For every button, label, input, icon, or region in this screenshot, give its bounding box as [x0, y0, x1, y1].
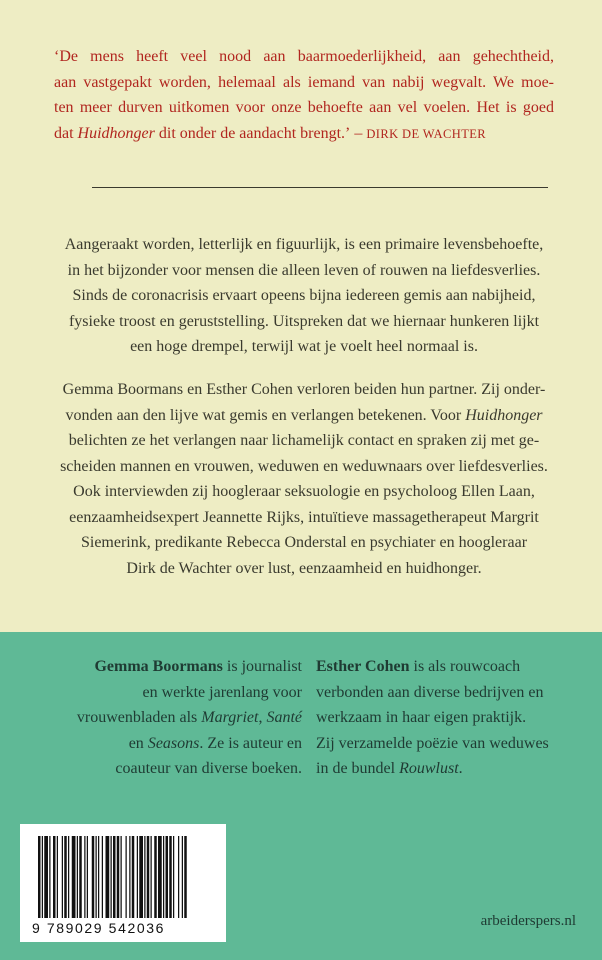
blurb-line: scheiden mannen en vrouwen, weduwen en weduwnaars over liefdesverlies.: [60, 457, 548, 475]
magazine-title: Margriet: [201, 709, 259, 726]
bio-line: [316, 756, 576, 782]
quote-attribution: DIRK DE WACHTER: [366, 126, 487, 141]
bio-text: in de bundel: [316, 760, 400, 777]
author-name: Gemma Boormans: [94, 658, 223, 675]
barcode-bar: [178, 836, 179, 918]
quote-dash: –: [354, 124, 363, 142]
barcode-bar: [77, 836, 78, 918]
blurb-line: eenzaamheidsexpert Jeannette Rijks, intuïtieve massagetherapeut Margrit: [69, 508, 539, 526]
bio-text: vrouwenbladen als: [76, 709, 202, 726]
bio-text: .: [458, 760, 463, 777]
bio-text: en: [128, 734, 148, 752]
bio-line: verbonden aan diverse bedrijven en: [316, 683, 544, 701]
magazine-title: Santé: [266, 709, 302, 726]
barcode-bar: [62, 836, 63, 918]
barcode-bar: [154, 836, 157, 918]
barcode-bar: [98, 836, 99, 918]
bio-line: [316, 654, 576, 680]
barcode-bar: [169, 836, 172, 918]
blurb-book-title: Huidhonger: [465, 406, 543, 424]
barcode-bar: [53, 836, 56, 918]
bio-line: en werkte jarenlang voor: [142, 683, 302, 701]
barcode-icon: [38, 836, 188, 918]
blurb-text: vonden aan den lijve wat gemis en verlangen betekenen. Voor: [65, 406, 466, 424]
bio-text: is als rouwcoach: [409, 658, 521, 675]
blurb-line: in het bijzonder voor mensen die alleen leven of rouwen na liefdesverlies.: [67, 261, 541, 279]
quote-text: dit onder de aandacht brengt.’: [154, 124, 351, 142]
blurb-line: een hoge drempel, terwijl wat je voelt heel normaal is.: [130, 338, 478, 355]
barcode-bar: [38, 836, 41, 918]
author-bio-esther: [316, 654, 576, 782]
blurb-line: Aangeraakt worden, letterlijk en figuurlijk, is een primaire levensbehoefte,: [64, 236, 544, 253]
barcode-bar: [139, 836, 143, 918]
quote-line: ‘De mens heeft veel nood aan baarmoederlijkheid, aan gehechtheid,: [54, 48, 554, 65]
bio-line: Zij verzamelde poëzie van weduwes: [316, 734, 549, 752]
quote-line-last: [54, 121, 554, 148]
blurb-line: Siemerink, predikante Rebecca Onderstal en psychiater en hoogleraar: [80, 534, 528, 551]
endorsement-quote: [54, 44, 554, 147]
quote-text: dat: [54, 124, 78, 142]
divider-line: [92, 187, 548, 188]
magazine-title: Seasons: [147, 734, 200, 752]
barcode-bar: [166, 836, 169, 918]
author-bio-gemma: [54, 654, 302, 782]
barcode-bar: [117, 836, 120, 918]
barcode-bar: [106, 836, 110, 918]
bio-text: ,: [258, 709, 267, 726]
barcode-bar: [126, 836, 127, 918]
publisher-url: arbeiderspers.nl: [480, 913, 576, 929]
bio-text: . Ze is auteur en: [199, 734, 302, 752]
barcode-bar: [129, 836, 130, 918]
barcode-bar: [68, 836, 69, 918]
blurb-paragraph-2: [54, 377, 554, 581]
quote-line: aan vastgepakt worden, helemaal als iemand van nabij wegvalt. We moe-: [54, 73, 554, 91]
barcode-bar: [113, 836, 116, 918]
barcode-bar: [173, 836, 174, 918]
barcode-bar: [102, 836, 103, 918]
barcode-bar: [92, 836, 95, 918]
barcode-bar: [84, 836, 85, 918]
blurb-line: Ook interviewden zij hoogleraar seksuologie en psycholoog Ellen Laan,: [73, 483, 535, 500]
blurb-line: [54, 403, 554, 429]
barcode-bar: [44, 836, 48, 918]
blurb-line: Dirk de Wachter over lust, eenzaamheid en huidhonger.: [126, 559, 482, 577]
bio-line: [54, 731, 302, 757]
barcode-bar: [96, 836, 97, 918]
bio-text: is journalist: [222, 658, 302, 675]
author-name: Esther Cohen: [316, 658, 410, 675]
bio-line: werkzaam in haar eigen praktijk.: [316, 709, 527, 726]
barcode-bar: [72, 836, 76, 918]
barcode-bar: [57, 836, 58, 918]
barcode-bar: [147, 836, 150, 918]
quote-book-title: Huidhonger: [77, 124, 155, 142]
barcode-bar: [42, 836, 43, 918]
barcode-bar: [151, 836, 152, 918]
barcode-bar: [121, 836, 122, 918]
barcode-bar: [163, 836, 164, 918]
barcode-bar: [79, 836, 82, 918]
bio-line: coauteur van diverse boeken.: [115, 760, 302, 777]
barcode-bar: [184, 836, 187, 918]
blurb-line: fysieke troost en geruststelling. Uitspreken dat we hiernaar hunkeren lijkt: [68, 312, 540, 330]
barcode-bar: [111, 836, 112, 918]
barcode-bar: [158, 836, 162, 918]
bio-line: [54, 654, 302, 680]
blurb-line: belichten ze het verlangen naar lichamelijk contact en spraken zij met ge-: [68, 432, 540, 449]
quote-line: ten meer durven uitkomen voor onze behoefte aan vel voelen. Het is goed: [54, 99, 554, 116]
barcode-bar: [137, 836, 138, 918]
barcode-bar: [49, 836, 50, 918]
blurb-line: Sinds de coronacrisis ervaart opeens bijna iedereen gemis aan nabijheid,: [72, 287, 536, 304]
isbn-number: 9 789029 542036: [32, 920, 165, 936]
blurb-line: Gemma Boormans en Esther Cohen verloren beiden hun partner. Zij onder-: [62, 381, 546, 398]
bio-line: [54, 705, 302, 731]
blurb-paragraph-1: [54, 232, 554, 360]
barcode-bar: [132, 836, 135, 918]
barcode-bar: [87, 836, 88, 918]
barcode-bar: [64, 836, 67, 918]
isbn-barcode-box: [20, 824, 226, 942]
barcode-bar: [182, 836, 183, 918]
barcode-bar: [144, 836, 145, 918]
book-title: Rouwlust: [399, 760, 459, 777]
